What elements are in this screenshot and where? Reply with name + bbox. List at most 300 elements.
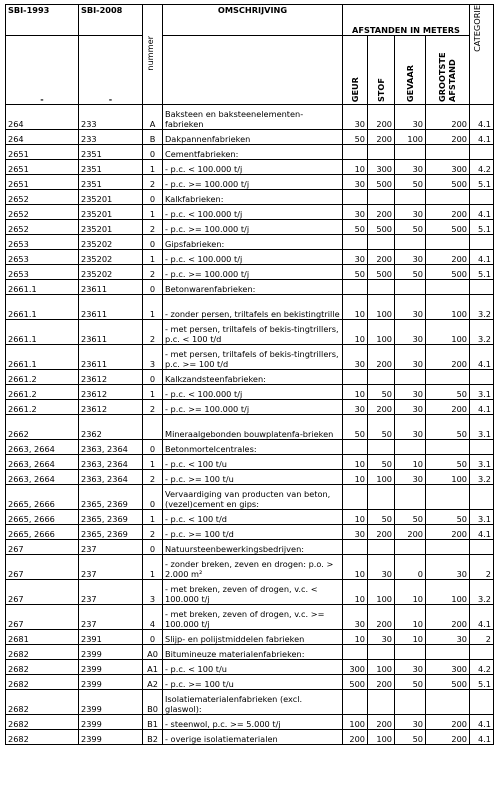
cell-nummer: 2 xyxy=(143,400,163,415)
cell-omschrijving: - p.c. >= 100 t/u xyxy=(163,470,343,485)
cell-omschrijving: - p.c. >= 100 t/u xyxy=(163,675,343,690)
cell-nummer: 0 xyxy=(143,485,163,510)
cell-sbi2008: 237 xyxy=(79,605,143,630)
cell-nummer: A0 xyxy=(143,645,163,660)
cell-categorie xyxy=(470,645,494,660)
cell-omschrijving: - p.c. < 100.000 t/j xyxy=(163,250,343,265)
cell-sbi2008: 235201 xyxy=(79,220,143,235)
table-row xyxy=(6,250,494,265)
cell-categorie xyxy=(470,190,494,205)
table-row xyxy=(6,280,494,295)
cell-omschrijving: - p.c. >= 100.000 t/j xyxy=(163,175,343,190)
cell-omschrijving: - p.c. < 100.000 t/j xyxy=(163,205,343,220)
cell-omschrijving: - p.c. >= 100.000 t/j xyxy=(163,265,343,280)
cell-stof: 50 xyxy=(368,455,395,470)
cell-stof: 100 xyxy=(368,320,395,345)
cell-grootste-afstand xyxy=(426,690,470,715)
cell-categorie: 4.1 xyxy=(470,715,494,730)
cell-stof xyxy=(368,540,395,555)
cell-grootste-afstand xyxy=(426,235,470,250)
cell-sbi1993: 2663, 2664 xyxy=(6,440,79,455)
cell-omschrijving: Mineraalgebonden bouwplatenfa-brieken xyxy=(163,415,343,440)
col-header-omschrijving-blank xyxy=(163,36,343,105)
cell-grootste-afstand: 500 xyxy=(426,175,470,190)
cell-sbi1993: 2663, 2664 xyxy=(6,455,79,470)
cell-gevaar xyxy=(395,370,426,385)
cell-geur xyxy=(343,190,368,205)
cell-stof xyxy=(368,190,395,205)
cell-gevaar: 30 xyxy=(395,660,426,675)
cell-grootste-afstand: 30 xyxy=(426,630,470,645)
cell-sbi2008: 237 xyxy=(79,540,143,555)
cell-geur: 10 xyxy=(343,385,368,400)
cell-omschrijving: - overige isolatiematerialen xyxy=(163,730,343,745)
table-row xyxy=(6,265,494,280)
cell-grootste-afstand xyxy=(426,145,470,160)
cell-sbi2008: 2351 xyxy=(79,175,143,190)
cell-sbi1993: 2651 xyxy=(6,160,79,175)
cell-stof: 100 xyxy=(368,730,395,745)
cell-omschrijving: - met breken, zeven of drogen, v.c. >= 100.000 t/j xyxy=(163,605,343,630)
table-row xyxy=(6,220,494,235)
cell-gevaar xyxy=(395,280,426,295)
cell-omschrijving: - met breken, zeven of drogen, v.c. < 100.000 t/j xyxy=(163,580,343,605)
table-row xyxy=(6,345,494,370)
cell-stof xyxy=(368,370,395,385)
cell-geur: 300 xyxy=(343,660,368,675)
col-header-gevaar xyxy=(395,36,426,105)
cell-omschrijving: - p.c. < 100 t/d xyxy=(163,510,343,525)
cell-nummer: 0 xyxy=(143,280,163,295)
col-header-geur-label: GEUR xyxy=(350,76,360,102)
cell-nummer: 1 xyxy=(143,455,163,470)
cell-categorie xyxy=(470,540,494,555)
cell-sbi1993: 2665, 2666 xyxy=(6,510,79,525)
cell-stof xyxy=(368,235,395,250)
cell-geur: 10 xyxy=(343,555,368,580)
cell-grootste-afstand: 500 xyxy=(426,675,470,690)
cell-grootste-afstand: 50 xyxy=(426,455,470,470)
cell-sbi2008: 2365, 2369 xyxy=(79,510,143,525)
table-row xyxy=(6,580,494,605)
col-header-grootste-afstand xyxy=(426,36,470,105)
col-header-stof-label: STOF xyxy=(376,77,386,102)
cell-nummer: B1 xyxy=(143,715,163,730)
cell-grootste-afstand xyxy=(426,485,470,510)
table-row xyxy=(6,455,494,470)
cell-gevaar xyxy=(395,645,426,660)
cell-geur: 30 xyxy=(343,525,368,540)
cell-sbi1993: 2651 xyxy=(6,145,79,160)
cell-grootste-afstand: 500 xyxy=(426,265,470,280)
cell-grootste-afstand: 100 xyxy=(426,320,470,345)
cell-sbi1993: 267 xyxy=(6,540,79,555)
cell-geur: 30 xyxy=(343,175,368,190)
table-row xyxy=(6,645,494,660)
cell-categorie xyxy=(470,690,494,715)
col-header-nummer xyxy=(143,5,163,105)
cell-nummer: A xyxy=(143,105,163,130)
cell-categorie: 4.1 xyxy=(470,130,494,145)
cell-omschrijving: Isolatiematerialenfabrieken (excl. glaswol): xyxy=(163,690,343,715)
cell-sbi1993: 2682 xyxy=(6,730,79,745)
cell-gevaar: 30 xyxy=(395,160,426,175)
cell-geur: 10 xyxy=(343,580,368,605)
cell-stof: 200 xyxy=(368,130,395,145)
cell-geur: 30 xyxy=(343,250,368,265)
cell-omschrijving: - p.c. < 100 t/u xyxy=(163,455,343,470)
table-row xyxy=(6,105,494,130)
cell-sbi1993: 2651 xyxy=(6,175,79,190)
cell-categorie xyxy=(470,440,494,455)
table-row xyxy=(6,540,494,555)
cell-categorie: 4.1 xyxy=(470,605,494,630)
cell-categorie: 4.1 xyxy=(470,730,494,745)
cell-sbi2008: 235201 xyxy=(79,205,143,220)
cell-gevaar: 50 xyxy=(395,265,426,280)
cell-grootste-afstand: 200 xyxy=(426,400,470,415)
cell-geur: 10 xyxy=(343,630,368,645)
cell-geur xyxy=(343,645,368,660)
cell-sbi1993: 2653 xyxy=(6,235,79,250)
cell-nummer: 0 xyxy=(143,190,163,205)
cell-nummer: B0 xyxy=(143,690,163,715)
cell-omschrijving: - p.c. >= 100.000 t/j xyxy=(163,220,343,235)
cell-sbi2008: 2365, 2369 xyxy=(79,525,143,540)
cell-sbi2008: 2399 xyxy=(79,715,143,730)
cell-nummer: 0 xyxy=(143,540,163,555)
cell-gevaar: 10 xyxy=(395,605,426,630)
cell-geur xyxy=(343,540,368,555)
cell-gevaar xyxy=(395,690,426,715)
cell-categorie xyxy=(470,370,494,385)
cell-gevaar: 50 xyxy=(395,220,426,235)
cell-categorie: 4.1 xyxy=(470,205,494,220)
cell-sbi1993: 267 xyxy=(6,605,79,630)
cell-grootste-afstand: 200 xyxy=(426,345,470,370)
cell-stof xyxy=(368,440,395,455)
cell-nummer: 0 xyxy=(143,630,163,645)
cell-nummer: 1 xyxy=(143,385,163,400)
cell-categorie: 3.2 xyxy=(470,580,494,605)
cell-gevaar: 30 xyxy=(395,715,426,730)
cell-geur: 30 xyxy=(343,605,368,630)
cell-stof: 30 xyxy=(368,555,395,580)
cell-categorie xyxy=(470,145,494,160)
cell-sbi1993: 2682 xyxy=(6,675,79,690)
cell-gevaar: 30 xyxy=(395,105,426,130)
cell-omschrijving: - p.c. < 100.000 t/j xyxy=(163,160,343,175)
cell-categorie: 4.1 xyxy=(470,105,494,130)
cell-grootste-afstand: 200 xyxy=(426,205,470,220)
cell-gevaar: 50 xyxy=(395,730,426,745)
cell-stof xyxy=(368,690,395,715)
cell-sbi1993: 2652 xyxy=(6,205,79,220)
col-header-categorie xyxy=(470,5,494,105)
cell-nummer: A2 xyxy=(143,675,163,690)
cell-nummer: 3 xyxy=(143,345,163,370)
cell-sbi2008: 2363, 2364 xyxy=(79,470,143,485)
cell-omschrijving: - p.c. < 100 t/u xyxy=(163,660,343,675)
cell-gevaar: 30 xyxy=(395,320,426,345)
cell-omschrijving: Dakpannenfabrieken xyxy=(163,130,343,145)
cell-geur: 10 xyxy=(343,295,368,320)
cell-sbi1993: 2653 xyxy=(6,250,79,265)
cell-sbi2008: 235202 xyxy=(79,265,143,280)
cell-stof xyxy=(368,485,395,510)
cell-nummer: 1 xyxy=(143,295,163,320)
table-row xyxy=(6,510,494,525)
cell-nummer: 3 xyxy=(143,580,163,605)
cell-categorie: 4.2 xyxy=(470,160,494,175)
cell-nummer: 1 xyxy=(143,205,163,220)
cell-grootste-afstand: 200 xyxy=(426,730,470,745)
cell-omschrijving: - zonder persen, triltafels en bekistingtrille xyxy=(163,295,343,320)
cell-omschrijving: Betonwarenfabrieken: xyxy=(163,280,343,295)
cell-sbi1993: 2652 xyxy=(6,220,79,235)
cell-geur: 10 xyxy=(343,455,368,470)
cell-gevaar: 50 xyxy=(395,510,426,525)
cell-categorie: 5.1 xyxy=(470,175,494,190)
cell-sbi1993: 264 xyxy=(6,105,79,130)
cell-nummer: 1 xyxy=(143,250,163,265)
cell-gevaar xyxy=(395,485,426,510)
table-row xyxy=(6,415,494,440)
cell-grootste-afstand: 200 xyxy=(426,130,470,145)
col-header-omschrijving: OMSCHRIJVING xyxy=(163,5,343,36)
cell-grootste-afstand xyxy=(426,280,470,295)
col-header-sbi1993-dash: - xyxy=(6,36,79,105)
cell-sbi2008: 2363, 2364 xyxy=(79,440,143,455)
cell-sbi2008: 235202 xyxy=(79,235,143,250)
cell-categorie: 4.2 xyxy=(470,660,494,675)
cell-geur: 50 xyxy=(343,265,368,280)
table-row xyxy=(6,205,494,220)
cell-geur: 50 xyxy=(343,220,368,235)
cell-nummer: 4 xyxy=(143,605,163,630)
cell-geur: 50 xyxy=(343,415,368,440)
cell-categorie: 4.1 xyxy=(470,345,494,370)
cell-categorie: 5.1 xyxy=(470,220,494,235)
col-header-geur xyxy=(343,36,368,105)
cell-geur: 50 xyxy=(343,130,368,145)
col-header-sbi2008-dash: - xyxy=(79,36,143,105)
cell-grootste-afstand xyxy=(426,440,470,455)
cell-stof: 300 xyxy=(368,160,395,175)
table-row xyxy=(6,130,494,145)
cell-gevaar xyxy=(395,540,426,555)
cell-sbi1993: 2663, 2664 xyxy=(6,470,79,485)
cell-omschrijving: - zonder breken, zeven en drogen: p.o. > 2.000 m² xyxy=(163,555,343,580)
cell-gevaar: 0 xyxy=(395,555,426,580)
cell-grootste-afstand: 50 xyxy=(426,510,470,525)
cell-categorie: 2 xyxy=(470,555,494,580)
cell-nummer: 0 xyxy=(143,145,163,160)
cell-nummer: 2 xyxy=(143,525,163,540)
cell-grootste-afstand: 500 xyxy=(426,220,470,235)
cell-geur xyxy=(343,370,368,385)
table-row xyxy=(6,630,494,645)
cell-gevaar: 30 xyxy=(395,205,426,220)
cell-sbi2008: 23612 xyxy=(79,385,143,400)
table-row xyxy=(6,470,494,485)
cell-sbi1993: 2661.1 xyxy=(6,320,79,345)
cell-stof: 100 xyxy=(368,580,395,605)
cell-sbi2008: 2351 xyxy=(79,160,143,175)
cell-omschrijving: Kalkzandsteenfabrieken: xyxy=(163,370,343,385)
cell-omschrijving: Kalkfabrieken: xyxy=(163,190,343,205)
table-row xyxy=(6,160,494,175)
cell-categorie: 4.1 xyxy=(470,250,494,265)
cell-stof: 50 xyxy=(368,415,395,440)
cell-sbi2008: 2399 xyxy=(79,690,143,715)
cell-geur: 10 xyxy=(343,510,368,525)
cell-geur: 500 xyxy=(343,675,368,690)
cell-omschrijving: - met persen, triltafels of bekis-tingtrillers, p.c. >= 100 t/d xyxy=(163,345,343,370)
cell-geur: 30 xyxy=(343,205,368,220)
cell-gevaar: 50 xyxy=(395,175,426,190)
cell-categorie xyxy=(470,280,494,295)
cell-grootste-afstand xyxy=(426,645,470,660)
table-row xyxy=(6,675,494,690)
cell-stof: 200 xyxy=(368,605,395,630)
cell-grootste-afstand: 200 xyxy=(426,605,470,630)
cell-gevaar: 30 xyxy=(395,295,426,320)
cell-sbi2008: 2362 xyxy=(79,415,143,440)
cell-gevaar xyxy=(395,145,426,160)
cell-sbi2008: 233 xyxy=(79,130,143,145)
cell-sbi1993: 2665, 2666 xyxy=(6,525,79,540)
cell-categorie: 5.1 xyxy=(470,675,494,690)
cell-stof: 500 xyxy=(368,175,395,190)
cell-sbi2008: 237 xyxy=(79,580,143,605)
cell-gevaar: 50 xyxy=(395,675,426,690)
table-row xyxy=(6,400,494,415)
cell-omschrijving: Vervaardiging van producten van beton, (vezel)cement en gips: xyxy=(163,485,343,510)
cell-sbi2008: 23612 xyxy=(79,400,143,415)
cell-gevaar: 30 xyxy=(395,250,426,265)
col-header-categorie-label: CATEGORIE xyxy=(472,5,482,52)
cell-sbi2008: 2399 xyxy=(79,660,143,675)
cell-sbi2008: 23611 xyxy=(79,345,143,370)
cell-gevaar: 30 xyxy=(395,400,426,415)
cell-sbi1993: 2661.2 xyxy=(6,400,79,415)
cell-stof: 100 xyxy=(368,470,395,485)
table-row xyxy=(6,175,494,190)
table-row xyxy=(6,145,494,160)
cell-nummer: 0 xyxy=(143,235,163,250)
cell-stof: 200 xyxy=(368,525,395,540)
cell-stof: 50 xyxy=(368,385,395,400)
cell-nummer: 0 xyxy=(143,370,163,385)
cell-grootste-afstand: 300 xyxy=(426,160,470,175)
cell-geur xyxy=(343,280,368,295)
cell-gevaar: 30 xyxy=(395,345,426,370)
cell-geur: 30 xyxy=(343,105,368,130)
cell-nummer: 2 xyxy=(143,265,163,280)
cell-nummer: 0 xyxy=(143,440,163,455)
cell-sbi2008: 2365, 2369 xyxy=(79,485,143,510)
cell-stof: 30 xyxy=(368,630,395,645)
cell-grootste-afstand: 200 xyxy=(426,250,470,265)
cell-grootste-afstand xyxy=(426,370,470,385)
cell-grootste-afstand: 300 xyxy=(426,660,470,675)
cell-sbi1993: 2682 xyxy=(6,690,79,715)
cell-geur: 100 xyxy=(343,715,368,730)
cell-sbi1993: 2661.1 xyxy=(6,345,79,370)
col-header-gevaar-label: GEVAAR xyxy=(405,64,415,102)
cell-categorie: 3.2 xyxy=(470,470,494,485)
cell-gevaar: 100 xyxy=(395,130,426,145)
cell-omschrijving: - p.c. < 100.000 t/j xyxy=(163,385,343,400)
cell-sbi2008: 23611 xyxy=(79,295,143,320)
cell-sbi1993: 2661.1 xyxy=(6,295,79,320)
cell-omschrijving: - p.c. >= 100.000 t/j xyxy=(163,400,343,415)
cell-geur xyxy=(343,145,368,160)
cell-stof: 200 xyxy=(368,400,395,415)
cell-sbi1993: 2652 xyxy=(6,190,79,205)
table-row xyxy=(6,295,494,320)
cell-nummer: A1 xyxy=(143,660,163,675)
cell-omschrijving: Bitumineuze materialenfabrieken: xyxy=(163,645,343,660)
cell-grootste-afstand: 100 xyxy=(426,470,470,485)
cell-sbi2008: 2399 xyxy=(79,730,143,745)
table-row xyxy=(6,605,494,630)
cell-geur: 10 xyxy=(343,320,368,345)
cell-grootste-afstand: 100 xyxy=(426,295,470,320)
table-row xyxy=(6,385,494,400)
table-row xyxy=(6,715,494,730)
cell-categorie: 5.1 xyxy=(470,265,494,280)
cell-categorie: 2 xyxy=(470,630,494,645)
cell-geur xyxy=(343,485,368,510)
cell-stof: 500 xyxy=(368,265,395,280)
subheader-row xyxy=(6,36,494,105)
cell-grootste-afstand: 200 xyxy=(426,105,470,130)
cell-omschrijving: - p.c. >= 100 t/d xyxy=(163,525,343,540)
cell-omschrijving: - met persen, triltafels of bekis-tingtrillers, p.c. < 100 t/d xyxy=(163,320,343,345)
cell-categorie: 4.1 xyxy=(470,525,494,540)
cell-nummer: B2 xyxy=(143,730,163,745)
cell-categorie: 3.2 xyxy=(470,295,494,320)
cell-sbi1993: 2665, 2666 xyxy=(6,485,79,510)
cell-categorie: 3.1 xyxy=(470,385,494,400)
cell-grootste-afstand: 50 xyxy=(426,415,470,440)
cell-gevaar: 10 xyxy=(395,580,426,605)
cell-omschrijving: Baksteen en baksteenelementen-fabrieken xyxy=(163,105,343,130)
cell-omschrijving: Slijp- en polijstmiddelen fabrieken xyxy=(163,630,343,645)
cell-grootste-afstand xyxy=(426,190,470,205)
header-row xyxy=(6,5,494,36)
cell-categorie: 3.1 xyxy=(470,455,494,470)
cell-nummer: 2 xyxy=(143,175,163,190)
cell-gevaar xyxy=(395,190,426,205)
cell-geur: 10 xyxy=(343,470,368,485)
cell-gevaar: 30 xyxy=(395,385,426,400)
cell-sbi1993: 2682 xyxy=(6,660,79,675)
cell-sbi1993: 267 xyxy=(6,555,79,580)
cell-sbi1993: 2682 xyxy=(6,715,79,730)
cell-stof: 200 xyxy=(368,250,395,265)
cell-geur xyxy=(343,440,368,455)
cell-sbi2008: 237 xyxy=(79,555,143,580)
cell-categorie xyxy=(470,485,494,510)
cell-omschrijving: - steenwol, p.c. >= 5.000 t/j xyxy=(163,715,343,730)
cell-sbi1993: 2661.1 xyxy=(6,280,79,295)
activity-distance-table xyxy=(5,4,494,745)
col-header-stof xyxy=(368,36,395,105)
cell-omschrijving: Natuursteenbewerkingsbedrijven: xyxy=(163,540,343,555)
